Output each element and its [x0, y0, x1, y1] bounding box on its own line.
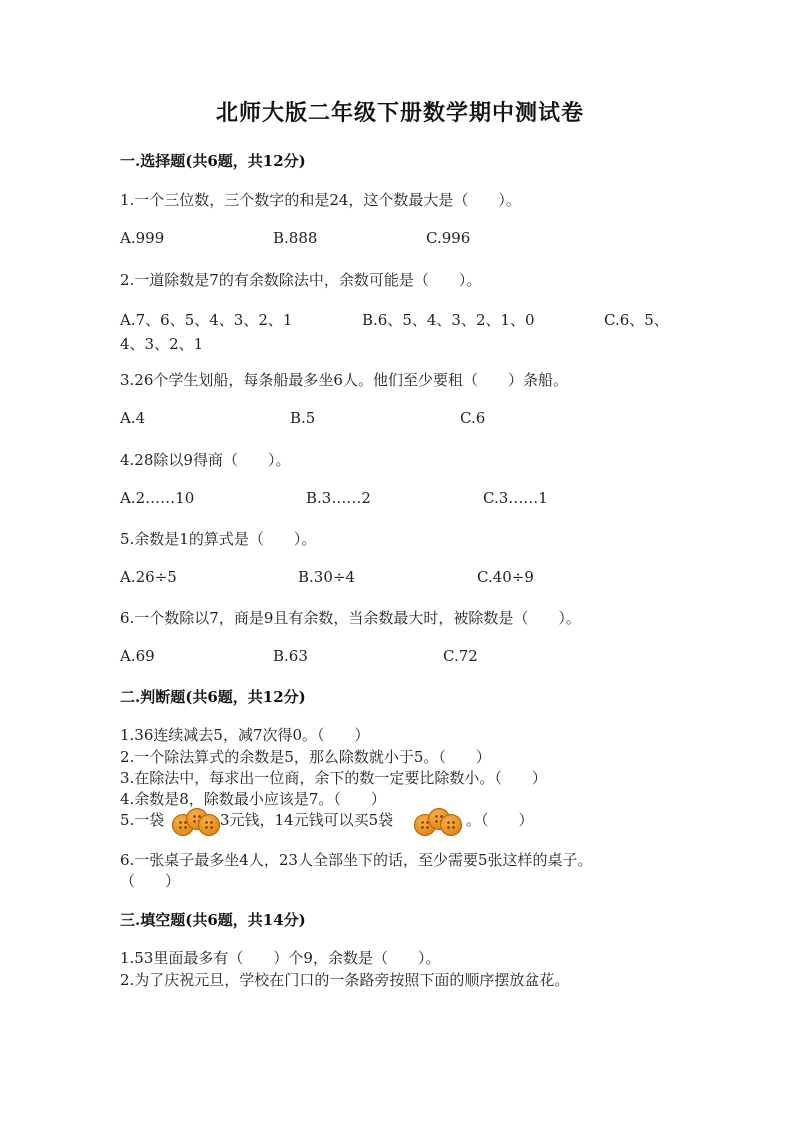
question-stem: 1.一个三位数，三个数字的和是24，这个数最大是（ ）。: [120, 191, 521, 209]
fill-item: 1.53里面最多有（ ）个9，余数是（ ）。: [120, 949, 441, 967]
option-c: C.996: [426, 229, 471, 247]
option-c: C.40÷9: [477, 568, 534, 586]
option-b: B.6、5、4、3、2、1、0: [362, 311, 535, 329]
option-a: A.69: [120, 647, 155, 665]
option-a: A.4: [120, 409, 146, 427]
option-a: A.999: [120, 229, 165, 247]
judge-item-prefix: 5.一袋: [120, 811, 165, 829]
judge-item: 4.余数是8，除数最小应该是7。（ ）: [120, 790, 386, 808]
cookie-bag-icon: [414, 806, 466, 840]
judge-item: 3.在除法中，每求出一位商，余下的数一定要比除数小。（ ）: [120, 769, 547, 787]
cookie-bag-icon: [172, 806, 224, 840]
judge-item-middle: 3元钱，14元钱可以买5袋: [220, 811, 394, 829]
question-stem: 5.余数是1的算式是（ ）。: [120, 530, 317, 548]
option-c: C.6、5、: [604, 311, 669, 329]
question-stem: 2.一道除数是7的有余数除法中，余数可能是（ ）。: [120, 271, 482, 289]
section-heading-judge: 二.判断题(共6题，共12分): [120, 688, 306, 706]
option-a: A.2……10: [120, 489, 195, 507]
question-stem: 3.26个学生划船，每条船最多坐6人。他们至少要租（ ）条船。: [120, 371, 568, 389]
judge-item-continued: （ ）: [120, 872, 181, 890]
option-b: B.5: [290, 409, 316, 427]
section-heading-fill: 三.填空题(共6题，共14分): [120, 911, 306, 929]
question-stem: 6.一个数除以7，商是9且有余数，当余数最大时，被除数是（ ）。: [120, 609, 581, 627]
option-c-continued: 4、3、2、1: [120, 335, 204, 353]
option-a: A.7、6、5、4、3、2、1: [120, 311, 293, 329]
judge-item: 2.一个除法算式的余数是5，那么除数就小于5。（ ）: [120, 748, 491, 766]
fill-item: 2.为了庆祝元旦，学校在门口的一条路旁按照下面的顺序摆放盆花。: [120, 971, 570, 989]
judge-item-suffix: 。（ ）: [466, 811, 534, 829]
option-b: B.3……2: [306, 489, 371, 507]
judge-item: 1.36连续减去5，减7次得0。（ ）: [120, 726, 370, 744]
section-heading-choice: 一.选择题(共6题，共12分): [120, 152, 306, 170]
option-b: B.30÷4: [298, 568, 355, 586]
question-stem: 4.28除以9得商（ ）。: [120, 451, 291, 469]
page-title: 北师大版二年级下册数学期中测试卷: [215, 100, 584, 126]
judge-item: 6.一张桌子最多坐4人，23人全部坐下的话，至少需要5张这样的桌子。: [120, 851, 593, 869]
option-b: B.888: [273, 229, 318, 247]
option-b: B.63: [273, 647, 308, 665]
option-c: C.3……1: [483, 489, 548, 507]
option-c: C.72: [443, 647, 478, 665]
option-c: C.6: [460, 409, 486, 427]
option-a: A.26÷5: [120, 568, 177, 586]
